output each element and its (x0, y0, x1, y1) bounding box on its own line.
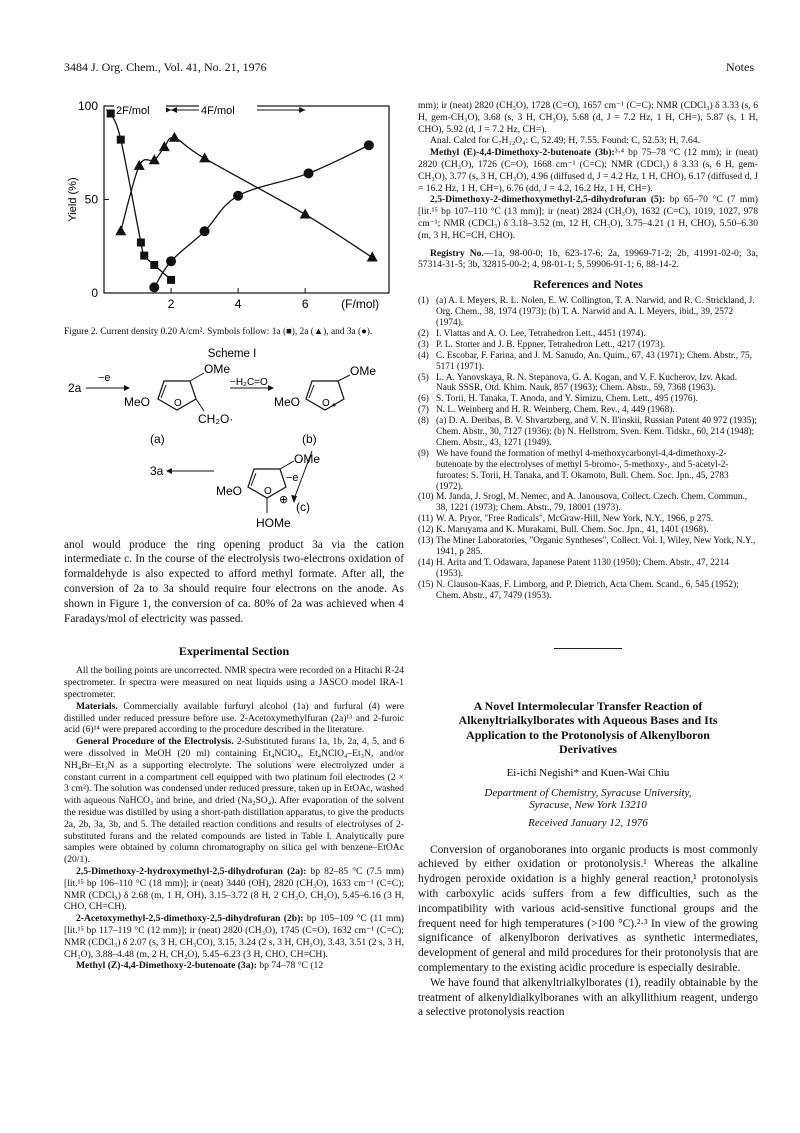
scheme-meo-3: MeO (216, 483, 243, 498)
point-3a (364, 140, 374, 150)
x-tick-label: 4 (234, 297, 242, 311)
scheme-arrow2-head (268, 385, 274, 391)
reference-number: (12) (418, 525, 434, 536)
scheme-label-a: (a) (150, 431, 165, 446)
scheme-arrow1-label: −e (98, 371, 111, 384)
registry-text: —1a, 98-00-0; 1b, 623-17-6; 2a, 19969-71-2; 2b, 41991-02-0; 3a, 57314-31-5; 3b, 32815-00-2; 4, 98-01-1; 5, 59906-91-1; 6, 88-14-2. (418, 247, 758, 271)
figure-2-chart (64, 88, 404, 320)
reference-item (418, 351, 758, 373)
reference-number: (4) (418, 350, 429, 361)
article-affiliation-1: Department of Chemistry, Syracuse University, (484, 786, 692, 799)
scheme-arrow1-head (124, 385, 130, 391)
reference-item (418, 373, 758, 395)
reference-item (418, 558, 758, 580)
exp-para-3-text: 2-Substituted furans 1a, 1b, 2a, 4, 5, and 6 were dissolved in MeOH (20 ml) containing Et₄NClO₄, Et₄NClO₄–Et₃N, and/or NH₄Br–Et₃N as a supporting electrolyte. The solutions were electrolyzed under a constant current in a compartment cell equipped with two platinum foil electrodes (2 × 3 cm²). The solution was condensed under reduced pressure, taken up in EtOAc, washed with aqueous NaHCO₃ and brine, and dried (Na₂SO₄). After evaporation of the solvent the residue was distilled by using a short-path distillation apparatus, to give the products 2a, 2b, 3a, 3b, and 5. The detailed reaction conditions and results of electrolyses of 2-substituted furans and the related compounds are listed in Table I. Analytically pure samples were obtained by column chromatography on silica gel with benzene–EtOAc (20/1). (64, 736, 404, 866)
scheme-label-b: (b) (302, 431, 317, 446)
reference-item (418, 340, 758, 351)
reference-number: (1) (418, 296, 429, 307)
reference-text: N. L. Weinberg and H. R. Weinberg, Chem. Rev., 4, 449 (1968). (436, 405, 675, 416)
scheme-ch2o: CH₂O· (198, 411, 234, 426)
experimental-section-title: Experimental Section (178, 644, 290, 659)
reference-item (418, 416, 758, 449)
exp-para-6-head: Methyl (Z)-4,4-Dimethoxy-2-butenoate (3a): (76, 960, 257, 972)
point-2a (159, 141, 170, 151)
reference-item (418, 296, 758, 329)
chart-text (67, 99, 379, 311)
figure-caption: Figure 2. Current density 0.20 A/cm². Symbols follow: 1a (■), 2a (▲), and 3a (●). (64, 327, 373, 337)
reference-text: I. Vlattas and A. O. Lee, Tetrahedron Lett., 4451 (1974). (436, 328, 646, 339)
point-1a (167, 276, 175, 284)
x-tick-label: 6 (301, 297, 309, 311)
scheme-home: HOMe (256, 515, 291, 530)
chart-marks (107, 109, 378, 292)
ring-a-o: O (174, 397, 182, 409)
reference-item (418, 405, 758, 416)
article-affiliation-2: Syracuse, New York 13210 (529, 798, 647, 811)
reference-text: S. Torii, H. Tanaka, T. Anoda, and Y. Simizu, Chem. Lett., 495 (1976). (436, 394, 698, 405)
reference-text: W. A. Pryor, "Free Radicals", McGraw-Hill, New York, N.Y., 1966, p 275. (436, 514, 714, 525)
right-para-2 (418, 194, 758, 241)
scheme-ome-1: OMe (204, 361, 231, 376)
exp-para-2 (64, 701, 404, 736)
ring-b (306, 375, 350, 410)
reference-text: We have found the formation of methyl 4-methoxycarbonyl-4,4-dimethoxy-2-butenoate by the electrolyses of methyl 5-bromo-, 5-methoxy-, and 5-acetyl-2-furoates: S. Torii, H. Tanaka, and T. Okamoto, Bull. Chem. Soc. Jpn., 45, 2783 (1972). (436, 448, 729, 492)
exp-para-6 (64, 960, 404, 972)
point-1a (117, 136, 125, 144)
left-column (64, 88, 404, 972)
y-tick-label: 0 (91, 286, 98, 300)
point-1a (107, 109, 115, 117)
references-list (418, 296, 758, 601)
annotation-2f: 2F/mol (116, 105, 150, 117)
point-1a (140, 252, 148, 260)
reference-number: (9) (418, 448, 429, 459)
curve-2a (121, 137, 372, 257)
x-axis-unit: (F/mol) (341, 297, 380, 311)
point-3a (200, 226, 210, 236)
right-para-1-head: Methyl (E)-4,4-Dimethoxy-2-butenoate (3b): (430, 147, 615, 159)
reference-number: (14) (418, 557, 434, 568)
exp-para-5-text: bp 105–109 °C (11 mm) [lit.¹⁵ bp 117–119 °C (12 mm)]; ir (neat) 2820 (CH₃O), 1745 (C=O), 1632 cm⁻¹ (C=C); NMR (CDCl₃) δ 2.07 (s, 3 H, CH₃CO), 3.15, 3.24 (2 s, 3 H, CH₃O), 3.43, 3.51 (2 s, 3 H, CH₃O), 3.88–4.48 (m, 2 H, CH₂O), 5.45–6.23 (3 H, CHO, CH=CH). (64, 913, 404, 960)
reference-item (418, 329, 758, 340)
reference-item (418, 449, 758, 493)
right-para-1-text: ³·⁴ bp 75–78 °C (12 mm); ir (neat) 2820 (CH₃O), 1726 (C=O), 1668 cm⁻¹ (C=C); NMR (CDCl₃) δ 3.33 (s, 6 H, gem-CH₃O), 3.77 (s, 3 H, CH₃O), 4.96 (diffused d, J = 4.2 Hz, 1 H, CHO), 6.17 (diffused d, J = 16.2 Hz, 1 H, CH=), 6.76 (dd, J = 4.2, 16.2 Hz, 1 H, CH=). (418, 147, 758, 194)
scheme-start: 2a (68, 380, 82, 395)
ring-a (158, 373, 204, 410)
exp-para-6-text: bp 74–78 °C (12 (259, 960, 324, 972)
reference-item (418, 536, 758, 558)
references-title: References and Notes (533, 277, 643, 292)
point-3a (233, 191, 243, 201)
plot-frame (104, 106, 389, 293)
registry-numbers (418, 248, 758, 272)
reference-number: (15) (418, 579, 434, 590)
reference-number: (5) (418, 372, 429, 383)
left-paragraph-1: anol would produce the ring opening product 3a via the cation intermediate c. In the course of the electrolysis two-electrons oxidation of formaldehyde is also expected to afford methyl formate. After all, the conversion of 2a to 3a should require four electrons on the anode. As shown in Figure 1, the conversion of ca. 80% of 2a was achieved when 4 Faradays/mol of electricity was passed. (64, 538, 404, 625)
scheme-1 (64, 343, 404, 531)
reference-text: (a) D. A. Deribas, B. V. Shvartzberg, and V. N. Il'inskii, Russian Patent 40 972 (1935); Chem. Abstr., 30, 7127 (1936); (b) N. Hellstrom, Sven. Kem. Tidskr., 60, 214 (1948); Chem. Abstr., 43, 1271 (1949). (436, 416, 758, 448)
y-axis-label: Yield (%) (67, 177, 79, 222)
header-left: 3484 J. Org. Chem., Vol. 41, No. 21, 1976 (64, 60, 267, 74)
reference-item (418, 492, 758, 514)
article-received: Received January 12, 1976 (528, 816, 648, 829)
exp-para-5 (64, 913, 404, 960)
right-para-2-head: 2,5-Dimethoxy-2-dimethoxymethyl-2,5-dihydrofuran (5): (430, 194, 666, 206)
point-1a (150, 261, 158, 269)
chart-curves (111, 113, 373, 287)
point-2a (300, 208, 311, 218)
scheme-ome-3: OMe (294, 451, 321, 466)
reference-number: (6) (418, 394, 429, 405)
reference-item (418, 514, 758, 525)
article-authors: Ei-ichi Negishi* and Kuen-Wai Chiu (506, 766, 670, 779)
chart-frame (104, 103, 389, 293)
scheme-meo-2: MeO (274, 394, 301, 409)
right-anal: Anal. Calcd for C₇H₁₂O₄: C, 52.49; H, 7.55. Found: C, 52.53; H, 7.64. (430, 135, 701, 147)
right-cont: mm); ir (neat) 2820 (CH₃O), 1728 (C=O), 1657 cm⁻¹ (C=C); NMR (CDCl₃) δ 3.33 (s, 6 H, gem-CH₃O), 3.68 (s, 3 H, CH₃O), 5.68 (d, J = 7.2 Hz, 1 H, CH=), 5.87 (s, 1 H, CHO), 5.92 (d, J = 7.2 Hz, CH=). (418, 100, 758, 135)
scheme-ome-2: OMe (350, 363, 377, 378)
reference-item (418, 580, 758, 602)
reference-text: H. Arita and T. Odawara, Japanese Patent 1130 (1950); Chem. Abstr., 47, 2214 (1953). (436, 557, 729, 579)
article-title: A Novel Intermolecular Transfer Reaction of Alkenyltrialkylborates with Aqueous Bases and Its Application to the Protonolysis of Alkenylboron Derivatives (458, 698, 718, 757)
reference-text: (a) A. I. Meyers, R. L. Nolen, E. W. Collington, T. A. Narwid, and R. C. Strickland, J. Org. Chem., 38, 1974 (1973); (b) T. A. Narwid and A. I. Meyers, ibid., 39, 2572 (1974). (436, 296, 755, 328)
article-paragraph-2: We have found that alkenyltrialkylborates (1), readily obtainable by the treatment of alkenyldialkylboranes with an alkyllithium reagent, undergo a selective protonolysis reaction (418, 976, 758, 1019)
reference-text: The Miner Laboratories, "Organic Syntheses", Collect. Vol. I, Wiley, New York, N.Y., 1941, p 285. (436, 536, 756, 557)
reference-number: (7) (418, 405, 429, 416)
exp-para-4-head: 2,5-Dimethoxy-2-hydroxymethyl-2,5-dihydrofuran (2a): (76, 865, 307, 877)
scheme-plus: ⊕ (279, 493, 289, 506)
reference-number: (8) (418, 416, 429, 427)
reference-number: (10) (418, 492, 434, 503)
exp-para-3-head: General Procedure of the Electrolysis. (76, 736, 234, 748)
scheme-meo-1: MeO (124, 394, 151, 409)
reference-number: (3) (418, 339, 429, 350)
scheme-arrow3-label: −e (286, 471, 299, 484)
reference-text: M. Janda, J. Srogl, M. Nemec, and A. Janousova, Collect. Czech. Chem. Commun., 38, 1221 (1973); Chem. Abstr., 79, 18001 (1973). (436, 492, 748, 514)
exp-para-1: All the boiling points are uncorrected. NMR spectra were recorded on a Hitachi R-24 spectrometer. Ir spectra were measured on neat liquids using a JASCO model IRA-1 spectrometer. (64, 665, 404, 700)
reference-item (418, 394, 758, 405)
reference-item (418, 525, 758, 536)
annotation-arrowhead (299, 107, 305, 113)
reference-text: K. Maruyama and K. Murakami, Bull. Chem. Soc. Jpn., 41, 1401 (1968). (436, 525, 709, 536)
point-1a (137, 239, 145, 247)
exp-para-5-head: 2-Acetoxymethyl-2,5-dimethoxy-2,5-dihydrofuran (2b): (76, 913, 304, 925)
scheme-product: 3a (150, 463, 164, 478)
running-header (64, 60, 754, 76)
reference-text: L. A. Yanovskaya, R. N. Stepanova, G. A. Kogan, and V. F. Kucherov, Izv. Akad. Nauk SSSR, Otd. Khim. Nauk, 857 (1963); Chem. Abstr., 59, 7368 (1963). (436, 372, 738, 394)
exp-para-2-head: Materials. (76, 700, 118, 712)
point-3a (149, 282, 159, 292)
point-2a (199, 152, 210, 162)
svg-text:O: O (322, 397, 330, 409)
reference-number: (2) (418, 328, 429, 339)
y-tick-label: 50 (84, 192, 98, 207)
reference-number: (13) (418, 536, 434, 547)
reference-text: C. Escobar, F. Farina, and J. M. Sanudo, An. Quim., 67, 43 (1971); Chem. Abstr., 75, 5171 (1971). (436, 350, 752, 372)
y-tick-label: 100 (77, 99, 98, 113)
exp-para-2-text: Commercially available furfuryl alcohol (1a) and furfural (4) were distilled under reduced pressure before use. 2-Acetoxymethylfuran (2a)¹³ and 2-furoic acid (6)¹⁴ were prepared according to the procedure described in the literature. (64, 700, 404, 736)
scheme-arrow4-head (166, 468, 172, 474)
point-2a (115, 225, 126, 235)
right-para-1 (418, 147, 758, 194)
scheme-label-c: (c) (296, 499, 310, 514)
exp-para-4 (64, 866, 404, 913)
point-3a (166, 256, 176, 266)
point-3a (304, 168, 314, 178)
svg-text:O: O (264, 485, 272, 497)
point-2a (169, 132, 180, 142)
x-tick-label: 2 (167, 297, 175, 311)
reference-number: (11) (418, 514, 434, 525)
annotation-arrowhead (171, 107, 177, 113)
registry-head: Registry No. (430, 247, 484, 259)
right-column (418, 100, 758, 1020)
right-para-2-text: bp 65–70 °C (7 mm) [lit.¹⁵ bp 107–110 °C (13 mm)]; ir (neat) 2824 (CH₃O), 1632 (C=C), 1019, 1027, 978 cm⁻¹; NMR (CDCl₃) δ 3.18–3.52 (m, 12 H, CH₃O), 3.75–4.21 (1 H, CHO), 5.50–6.30 (m, 3 H, HC=CH, CHO). (418, 194, 758, 241)
annotation-4f: 4F/mol (201, 105, 235, 117)
exp-para-3 (64, 736, 404, 866)
scheme-h2co: −H₂C=O (230, 376, 268, 388)
reference-text: P. L. Stotter and J. B. Eppner, Tetrahedron Lett., 4217 (1973). (436, 339, 666, 350)
exp-para-4-text: bp 82–85 °C (7.5 mm) [lit.¹⁵ bp 106–110 °C (18 mm)]; ir (neat) 3440 (OH), 2820 (CH₃O), 1633 cm⁻¹ (C=C); NMR (CDCl₃) δ 2.68 (m, 1 H, OH), 3.15–3.72 (8 H, 2 CH₃O, CH₂O), 5.45–6.16 (3 H, CHO, CH=CH). (64, 865, 404, 913)
header-right: Notes (726, 60, 754, 74)
scheme-title: Scheme I (207, 347, 257, 360)
point-2a (367, 251, 378, 261)
curve-3a (154, 145, 369, 287)
article-paragraph-1: Conversion of organoboranes into organic products is most commonly achieved by either oxidation or protonolysis.¹ Whereas the alkaline hydrogen peroxide oxidation is a highly general reaction,¹ protonolysis with carboxylic acids suffers from a few difficulties, such as the incompatibility with various acid-sensitive functional groups and the frequent need for high temperatures (>100 °C).²·³ In view of the growing significance of alkenylboron derivatives as synthetic intermediates, development of general and mild procedures for their protonolysis that are complementary to the existing acidic procedure is especially desirable. (418, 843, 758, 974)
reference-text: N. Clauson-Kaas, F. Limborg, and P. Dietrich, Acta Chem. Scand., 6, 545 (1952); Chem. Abstr., 47, 7479 (1953). (436, 579, 739, 601)
